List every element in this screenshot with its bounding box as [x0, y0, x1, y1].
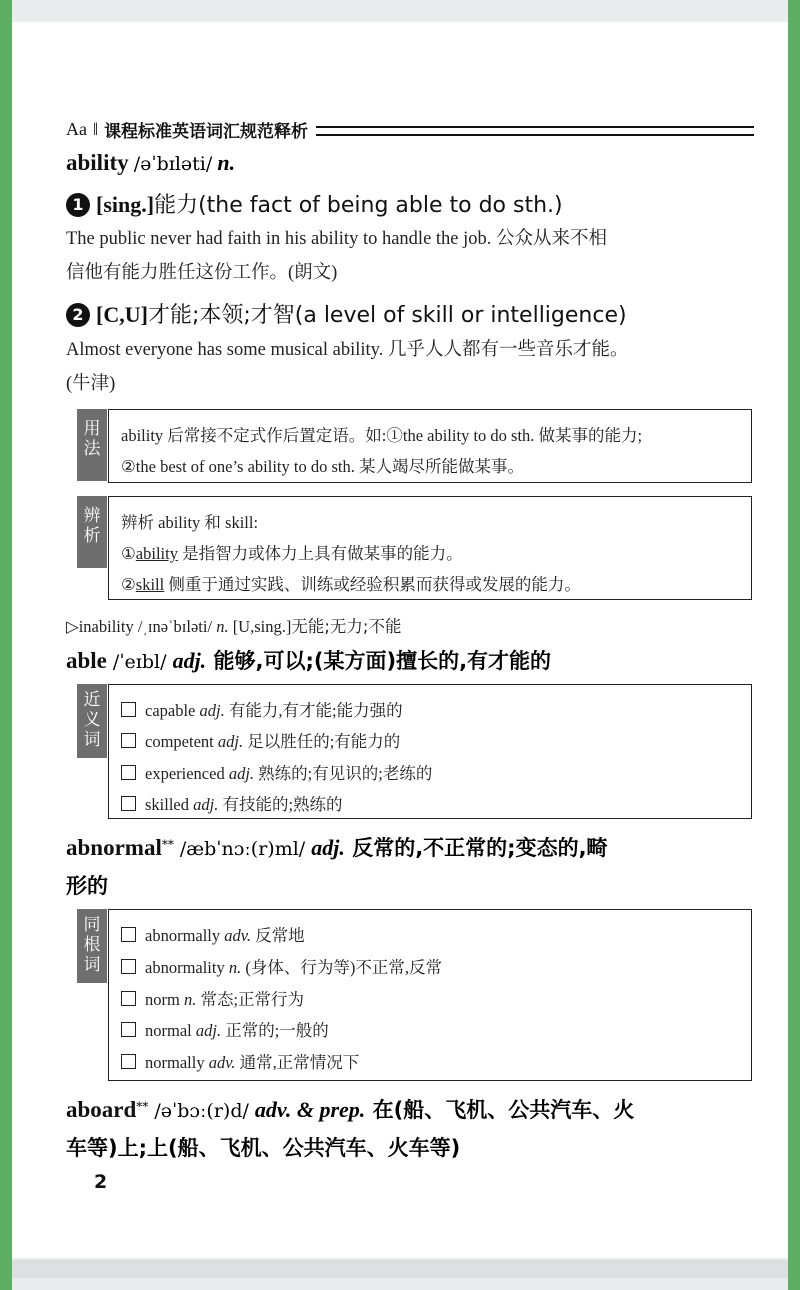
analysis-line-3-text: 侧重于通过实践、训练或经验积累而获得或发展的能力。 — [164, 575, 581, 594]
checkbox-square-icon — [121, 1022, 136, 1037]
derived-label: [U,sing.] — [228, 617, 292, 636]
sense-1-label: [sing.] — [96, 192, 155, 217]
checkbox-square-icon — [121, 733, 136, 748]
usage-tab: 用法 — [77, 409, 107, 481]
top-scan-band — [12, 0, 788, 22]
cognate-item: normally adv. 通常,正常情况下 — [121, 1049, 359, 1073]
derived-inability — [66, 613, 401, 637]
sense-1-english: (the fact of being able to do sth.) — [198, 193, 563, 218]
phonetic-abnormal: /æbˈnɔː(r)ml/ — [173, 838, 312, 860]
headword-ability: ability — [66, 150, 129, 175]
derived-chinese: 无能;无力;不能 — [291, 617, 402, 636]
phonetic-aboard: /əˈbɔː(r)d/ — [148, 1100, 255, 1122]
definition-abnormal-line-1: 反常的,不正常的;变态的,畸 — [344, 836, 608, 860]
analysis-word-ability: ability — [135, 544, 178, 563]
synonyms-tab: 近义词 — [77, 684, 107, 758]
cognate-item: abnormality n. (身体、行为等)不正常,反常 — [121, 954, 442, 978]
ability-example-1-line-2: 信他有能力胜任这份工作。(朗文) — [66, 263, 338, 283]
running-head-rule — [316, 126, 754, 136]
pos-abnormal: adj. — [311, 835, 345, 860]
cognate-item: normal adj. 正常的;一般的 — [121, 1017, 329, 1041]
synonyms-box — [83, 684, 752, 819]
ability-example-2-line-1: Almost everyone has some musical ability. 几乎人人都有一些音乐才能。 — [66, 340, 629, 360]
derived-marker: ▷ — [66, 617, 79, 636]
entry-ability-headword — [66, 150, 235, 176]
checkbox-square-icon — [121, 991, 136, 1006]
analysis-line-2 — [121, 540, 463, 564]
frequency-stars: ** — [136, 1099, 149, 1114]
page-number: 2 — [94, 1171, 108, 1193]
usage-line-1: ability 后常接不定式作后置定语。如:①the ability to do sth. 做某事的能力; — [121, 426, 643, 445]
sense-2-english: (a level of skill or intelligence) — [294, 303, 627, 328]
headword-abnormal: abnormal — [66, 835, 162, 860]
running-head-separator: ‖ — [93, 119, 99, 139]
entry-abnormal-headword — [66, 832, 608, 862]
derived-pos: n. — [216, 617, 229, 636]
analysis-line-3-number: ② — [121, 575, 136, 594]
running-head-title: 课程标准英语词汇规范释析 — [104, 122, 309, 142]
sense-number-2: 2 — [66, 303, 90, 327]
synonym-item: capable adj. 有能力,有才能;能力强的 — [121, 697, 403, 721]
sense-number-1: 1 — [66, 193, 90, 217]
cognates-tab: 同根词 — [77, 909, 107, 983]
analysis-box — [83, 496, 752, 600]
phonetic-able: /ˈeɪbl/ — [106, 651, 173, 673]
bottom-scan-band — [12, 1258, 788, 1290]
synonym-item: skilled adj. 有技能的;熟练的 — [121, 791, 343, 815]
sense-2-label: [C,U] — [96, 302, 148, 327]
checkbox-square-icon — [121, 702, 136, 717]
sense-1-chinese: 能力 — [154, 193, 199, 218]
analysis-tab: 辨析 — [77, 496, 107, 568]
checkbox-square-icon — [121, 1054, 136, 1069]
entry-aboard-headword — [66, 1094, 634, 1124]
usage-line-2: ②the best of one’s ability to do sth. 某人竭尽所能做某事。 — [121, 457, 524, 476]
book-page — [12, 0, 788, 1290]
running-head-letters: Aa — [66, 119, 87, 139]
usage-box — [83, 409, 752, 483]
analysis-line-2-text: 是指智力或体力上具有做某事的能力。 — [177, 544, 463, 563]
ability-example-1-line-1: The public never had faith in his ability to handle the job. 公众从来不相 — [66, 229, 608, 249]
analysis-word-skill: skill — [135, 575, 165, 594]
derived-word: inability — [78, 617, 134, 636]
checkbox-square-icon — [121, 927, 136, 942]
analysis-line-1: 辨析 ability 和 skill: — [121, 513, 259, 532]
analysis-line-3 — [121, 571, 581, 595]
checkbox-square-icon — [121, 959, 136, 974]
frequency-stars: ** — [161, 837, 174, 852]
sense-2-chinese: 才能;本领;才智 — [147, 303, 295, 328]
definition-able: 能够,可以;(某方面)擅长的,有才能的 — [206, 649, 552, 673]
ability-sense-1 — [66, 188, 563, 219]
cognate-item: abnormally adv. 反常地 — [121, 922, 305, 946]
cognate-item: norm n. 常态;正常行为 — [121, 986, 304, 1010]
cognates-box — [83, 909, 752, 1081]
pos-able: adj. — [172, 648, 207, 673]
synonym-item: experienced adj. 熟练的;有见识的;老练的 — [121, 760, 432, 784]
definition-aboard-line-2: 车等)上;上(船、飞机、公共汽车、火车等) — [66, 1136, 461, 1160]
ability-sense-2 — [66, 298, 627, 329]
synonym-item: competent adj. 足以胜任的;有能力的 — [121, 728, 400, 752]
entry-able-headword — [66, 645, 551, 675]
running-head — [66, 117, 754, 142]
phonetic-ability: /əˈbɪləti/ — [133, 153, 213, 175]
checkbox-square-icon — [121, 765, 136, 780]
analysis-line-2-number: ① — [121, 544, 136, 563]
pos-ability: n. — [217, 150, 236, 175]
headword-aboard: aboard — [66, 1097, 137, 1122]
bottom-scan-stripe — [12, 1260, 788, 1278]
derived-phonetic: /ˌɪnəˈbɪləti/ — [133, 617, 217, 636]
headword-able: able — [66, 648, 107, 673]
ability-example-2-line-2: (牛津) — [66, 374, 116, 394]
checkbox-square-icon — [121, 796, 136, 811]
definition-abnormal-line-2: 形的 — [66, 874, 108, 898]
pos-aboard: adv. & prep. — [254, 1097, 366, 1122]
definition-aboard-line-1: 在(船、飞机、公共汽车、火 — [365, 1098, 635, 1122]
